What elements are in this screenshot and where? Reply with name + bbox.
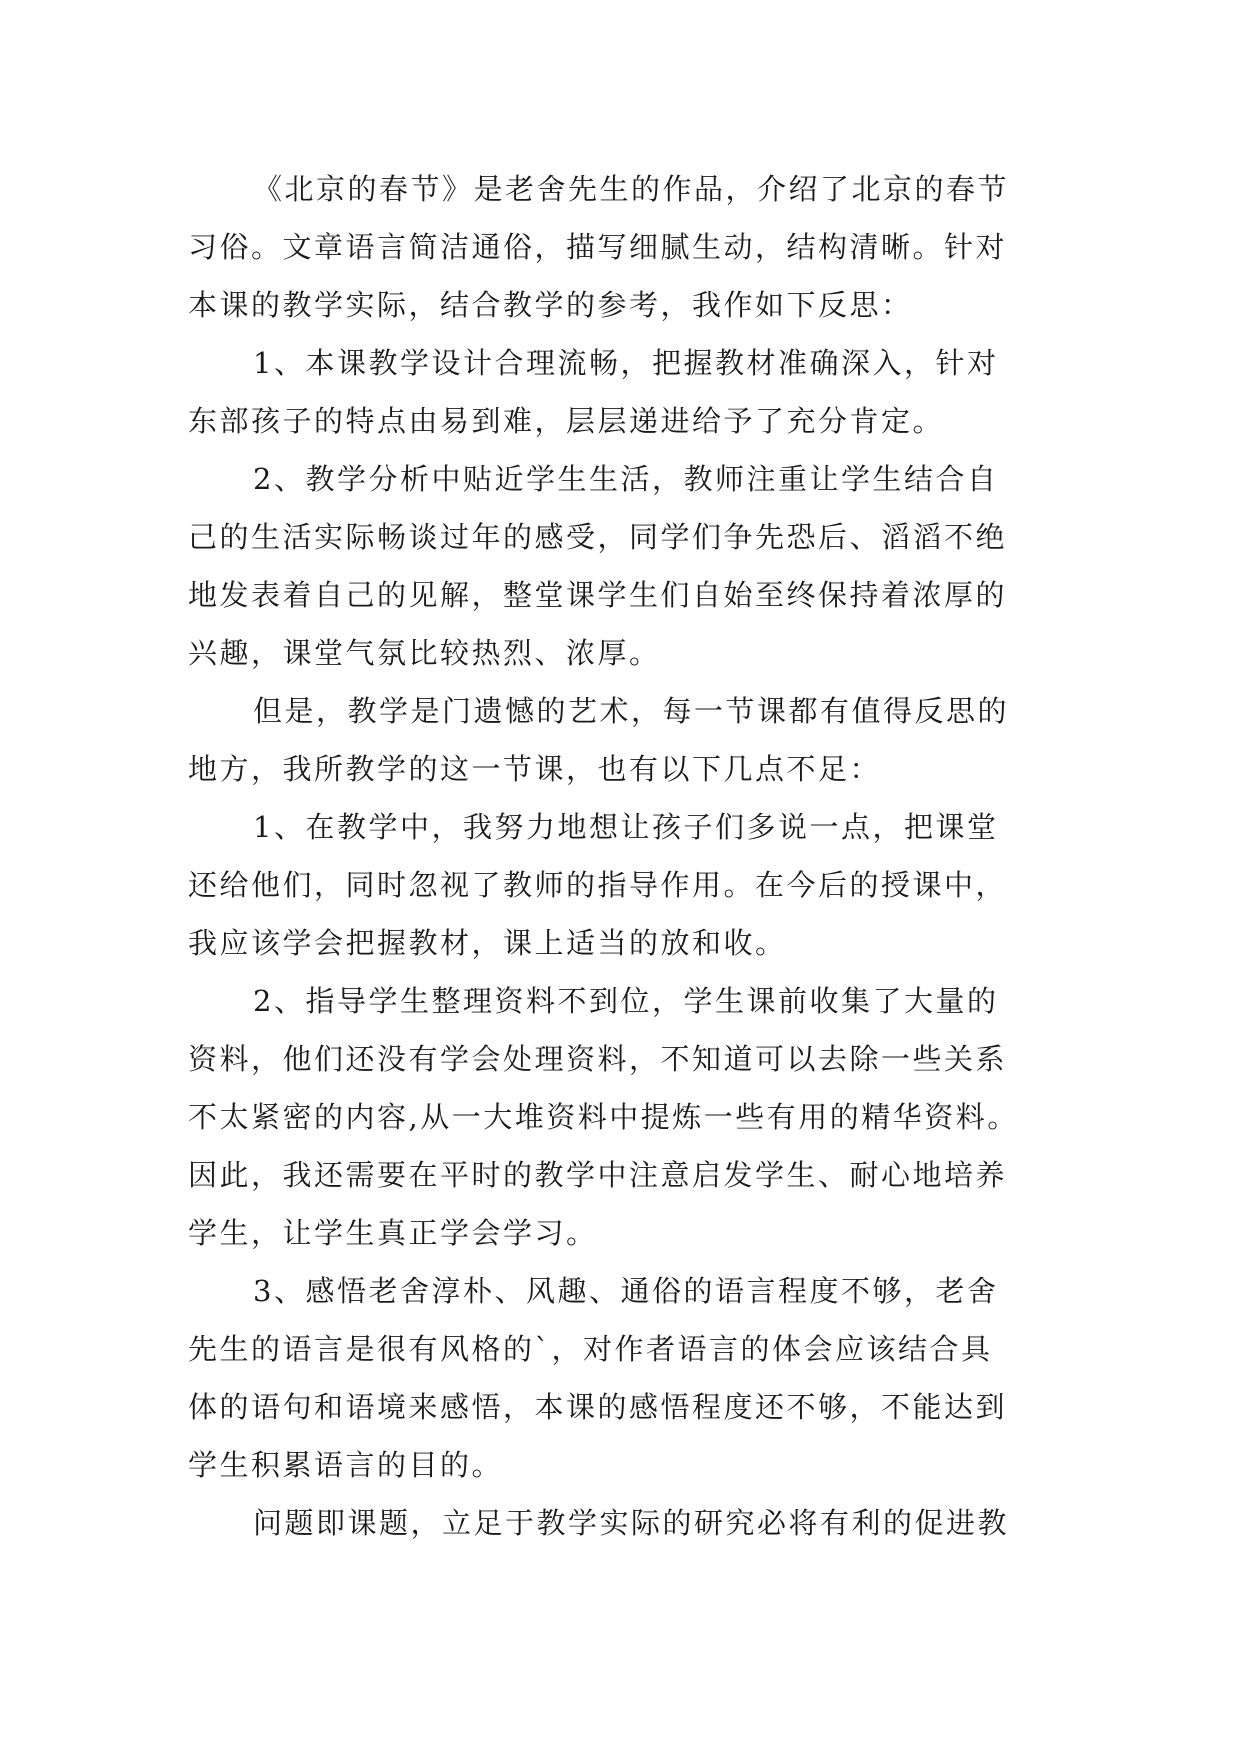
paragraph-line: 体的语句和语境来感悟，本课的感悟程度还不够，不能达到 xyxy=(188,1390,1008,1424)
paragraph-line: 还给他们，同时忽视了教师的指导作用。在今后的授课中， xyxy=(188,868,1008,902)
paragraph-line: 地方，我所教学的这一节课，也有以下几点不足： xyxy=(188,752,882,786)
paragraph-line: 问题即课题，立足于教学实际的研究必将有利的促进教 xyxy=(253,1506,1010,1540)
document-body xyxy=(188,160,1050,1552)
paragraph-line: 资料，他们还没有学会处理资料，不知道可以去除一些关系 xyxy=(188,1042,1008,1076)
paragraph-line: 学生积累语言的目的。 xyxy=(188,1448,504,1482)
paragraph-line: 习俗。文章语言简洁通俗，描写细腻生动，结构清晰。针对 xyxy=(188,230,1008,264)
paragraph-line: 1、在教学中，我努力地想让孩子们多说一点，把课堂 xyxy=(253,810,999,844)
paragraph-line: 先生的语言是很有风格的`，对作者语言的体会应该结合具 xyxy=(188,1332,993,1366)
paragraph-line: 2、指导学生整理资料不到位，学生课前收集了大量的 xyxy=(253,984,999,1018)
paragraph-line: 因此，我还需要在平时的教学中注意启发学生、耐心地培养 xyxy=(188,1158,1008,1192)
paragraph-line: 学生，让学生真正学会学习。 xyxy=(188,1216,598,1250)
paragraph-line: 我应该学会把握教材，课上适当的放和收。 xyxy=(188,926,787,960)
paragraph-line: 但是，教学是门遗憾的艺术，每一节课都有值得反思的 xyxy=(253,694,1010,728)
paragraph-line: 东部孩子的特点由易到难，层层递进给予了充分肯定。 xyxy=(188,404,945,438)
paragraph-line: 己的生活实际畅谈过年的感受，同学们争先恐后、滔滔不绝 xyxy=(188,520,1008,554)
paragraph-line: 不太紧密的内容,从一大堆资料中提炼一些有用的精华资料。 xyxy=(188,1100,1019,1134)
paragraph-line: 地发表着自己的见解，整堂课学生们自始至终保持着浓厚的 xyxy=(188,578,1008,612)
paragraph-line: 本课的教学实际，结合教学的参考，我作如下反思： xyxy=(188,288,913,322)
paragraph-line: 2、教学分析中贴近学生生活，教师注重让学生结合自 xyxy=(253,462,999,496)
paragraph-line: 1、本课教学设计合理流畅，把握教材准确深入，针对 xyxy=(253,346,999,380)
paragraph-line: 3、感悟老舍淳朴、风趣、通俗的语言程度不够，老舍 xyxy=(253,1274,999,1308)
paragraph-line: 《北京的春节》是老舍先生的作品，介绍了北京的春节 xyxy=(253,172,1010,206)
paragraph-line: 兴趣，课堂气氛比较热烈、浓厚。 xyxy=(188,636,661,670)
